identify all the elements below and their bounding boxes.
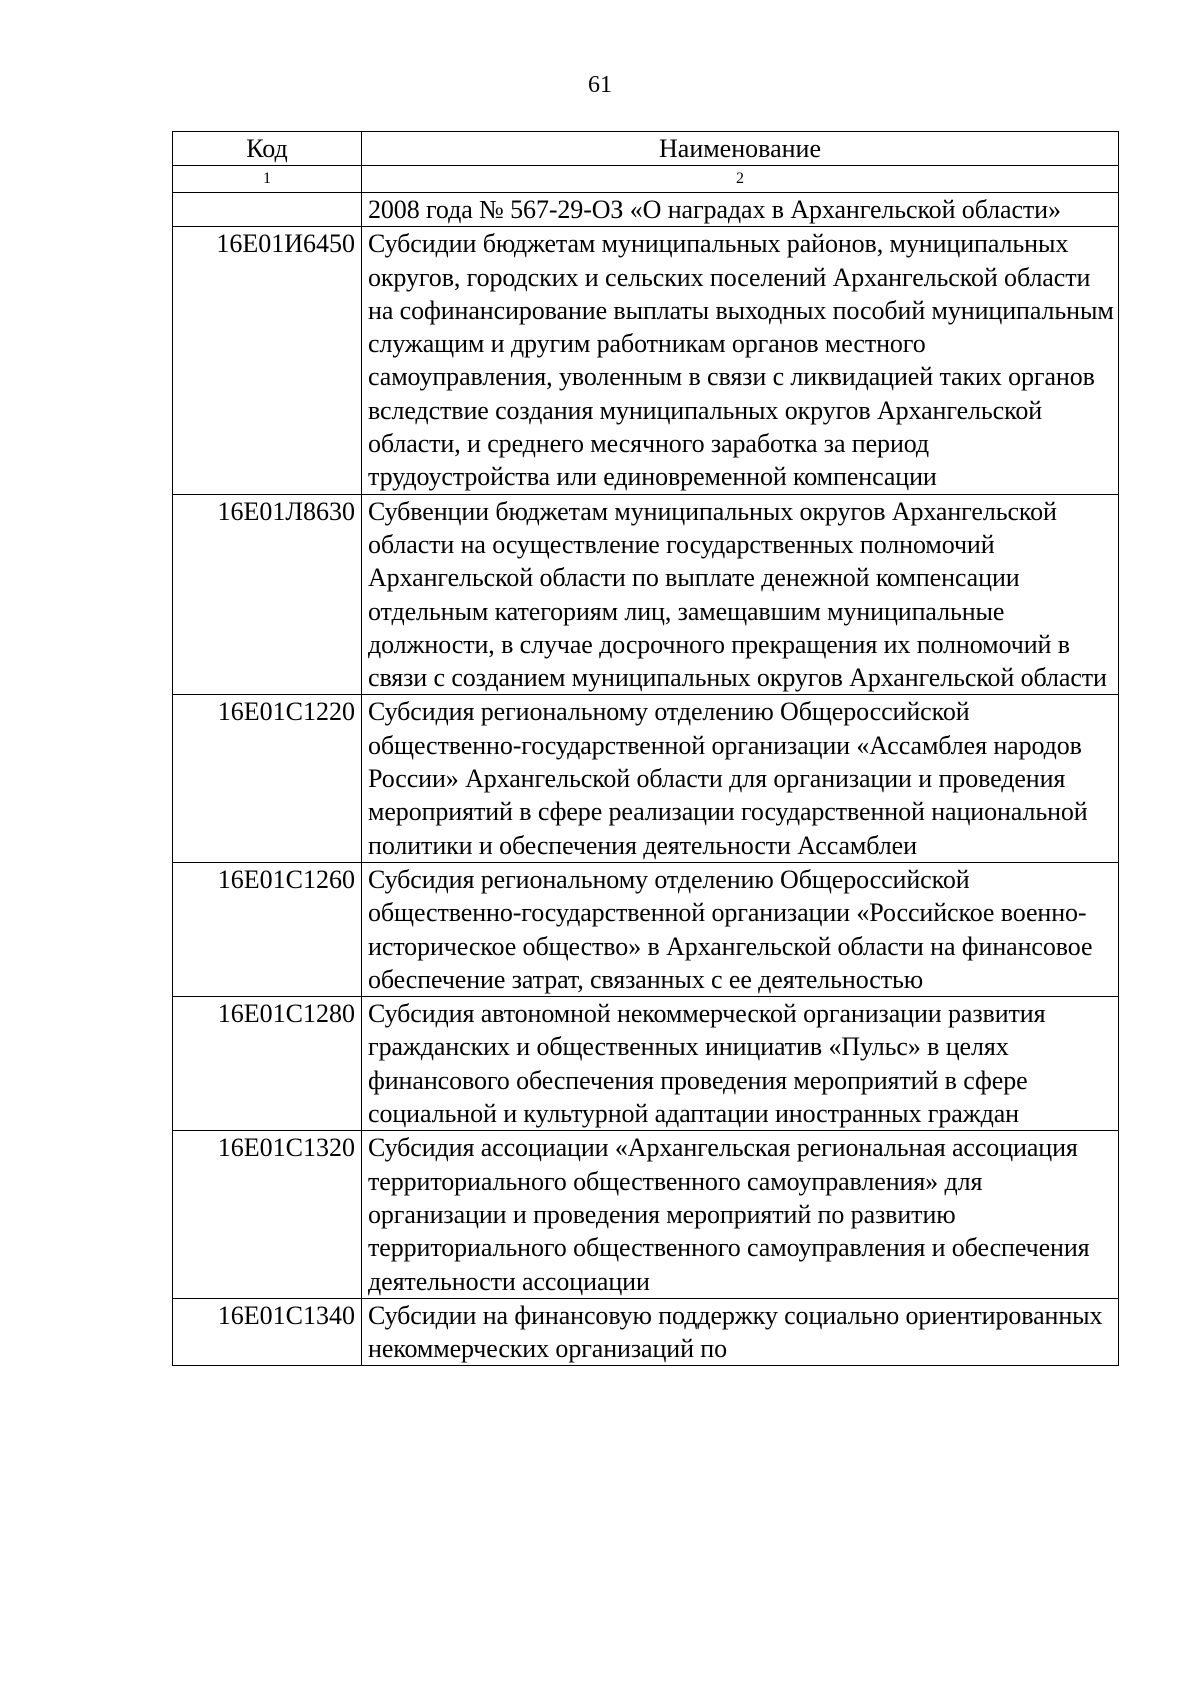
page-number: 61	[588, 72, 612, 98]
table-row	[173, 1298, 1119, 1366]
column-number-row	[173, 166, 1119, 193]
header-name: Наименование	[362, 132, 1119, 166]
header-code: Код	[173, 132, 362, 166]
row-code: 16Е01С1220	[173, 695, 362, 862]
table-row	[173, 1131, 1119, 1298]
row-code: 16Е01С1260	[173, 862, 362, 996]
table-row	[173, 227, 1119, 494]
row-name: 2008 года № 567-29-ОЗ «О наградах в Архангельской области»	[362, 193, 1119, 227]
row-code: 16Е01С1320	[173, 1131, 362, 1298]
table-row	[173, 862, 1119, 996]
row-name: Субсидии на финансовую поддержку социально ориентированных некоммерческих организаций по	[362, 1298, 1119, 1366]
row-name: Субсидии бюджетам муниципальных районов, муниципальных округов, городских и сельских поселений Архангельской области на софинансирование выплаты выходных пособий муниципальным служащим и другим работникам органов местного самоуправления, уволенным в связи с ликвидацией таких органов вследствие создания муниципальных округов Архангельской области, и среднего месячного заработка за период трудоустройства или единовременной компенсации	[362, 227, 1119, 494]
classification-table	[172, 131, 1119, 1366]
row-name: Субсидия ассоциации «Архангельская региональная ассоциация территориального общественного самоуправления» для организации и проведения мероприятий по развитию территориального общественного самоуправления и обеспечения деятельности ассоциации	[362, 1131, 1119, 1298]
table-row	[173, 695, 1119, 862]
row-name: Субсидия региональному отделению Общероссийской общественно-государственной организации «Ассамблея народов России» Архангельской области для организации и проведения мероприятий в сфере реализации государственной национальной политики и обеспечения деятельности Ассамблеи	[362, 695, 1119, 862]
table-row	[173, 494, 1119, 695]
row-code: 16Е01С1280	[173, 997, 362, 1131]
table-row	[173, 997, 1119, 1131]
row-name: Субсидия региональному отделению Общероссийской общественно-государственной организации «Российское военно-историческое общество» в Архангельской области на финансовое обеспечение затрат, связанных с ее деятельностью	[362, 862, 1119, 996]
row-code: 16Е01Л8630	[173, 494, 362, 695]
header-row	[173, 132, 1119, 166]
column-number-code: 1	[173, 166, 362, 193]
row-code	[173, 193, 362, 227]
row-name: Субсидия автономной некоммерческой организации развития гражданских и общественных инициатив «Пульс» в целях финансового обеспечения проведения мероприятий в сфере социальной и культурной адаптации иностранных граждан	[362, 997, 1119, 1131]
column-number-name: 2	[362, 166, 1119, 193]
table-row	[173, 193, 1119, 227]
row-name: Субвенции бюджетам муниципальных округов Архангельской области на осуществление государственных полномочий Архангельской области по выплате денежной компенсации отдельным категориям лиц, замещавшим муниципальные должности, в случае досрочного прекращения их полномочий в связи с созданием муниципальных округов Архангельской области	[362, 494, 1119, 695]
row-code: 16Е01С1340	[173, 1298, 362, 1366]
row-code: 16Е01И6450	[173, 227, 362, 494]
